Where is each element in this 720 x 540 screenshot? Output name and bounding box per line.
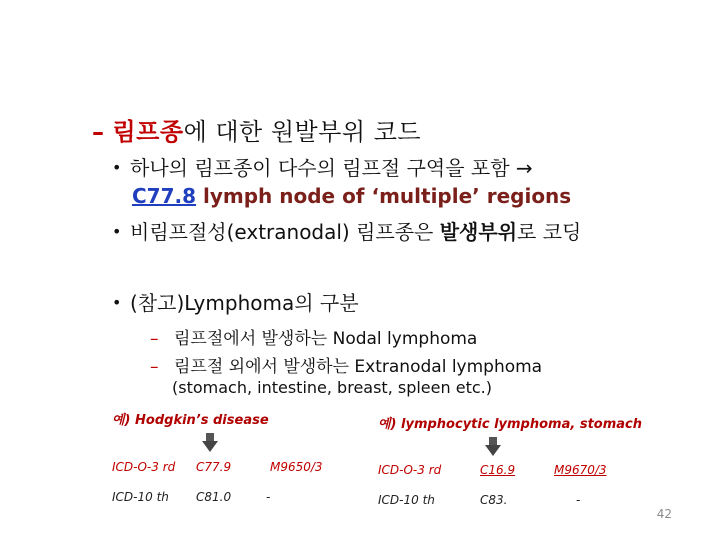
heading-rest: 에 대한 원발부위 코드 xyxy=(183,118,422,146)
bullet-symbol: • xyxy=(112,158,122,177)
sub-bullet-text-1: 림프절에서 발생하는 Nodal lymphoma xyxy=(174,329,478,349)
bullet-symbol: • xyxy=(112,222,122,241)
heading-dash: – xyxy=(92,118,105,146)
sub-bullet-2 xyxy=(150,352,542,377)
bullet-text-2-post: 로 코딩 xyxy=(517,220,582,244)
heading-highlight: 림프종 xyxy=(112,118,184,146)
page-number: 42 xyxy=(656,507,672,521)
example-right-title: 예) lymphocytic lymphoma, stomach xyxy=(378,417,642,432)
sub-bullet-text-2: 림프절 외에서 발생하는 Extranodal lymphoma xyxy=(174,357,543,377)
sub-bullet-1 xyxy=(150,324,477,349)
bullet-item-1 xyxy=(112,152,533,181)
example-right-icd10-dash: - xyxy=(576,493,581,507)
down-arrow-icon xyxy=(201,433,219,453)
example-right-morphology: M9670/3 xyxy=(554,463,607,477)
bullet-item-2 xyxy=(112,216,581,245)
bullet-text-2-pre: 비림프절성(extranodal) 림프종은 xyxy=(130,220,440,244)
sub-bullet-dash: – xyxy=(150,329,159,349)
sub-bullet-dash: – xyxy=(150,357,159,377)
example-left-topography: C77.9 xyxy=(196,460,232,474)
code-c778-description: lymph node of ‘multiple’ regions xyxy=(196,184,572,208)
example-left-morphology: M9650/3 xyxy=(270,460,323,474)
bullet-text-1: 하나의 림프종이 다수의 림프절 구역을 포함 → xyxy=(130,156,533,180)
example-left-icdo-label: ICD-O-3 rd xyxy=(112,460,176,474)
example-left-icd10-dash: - xyxy=(266,490,271,504)
bullet-item-1-continuation xyxy=(132,184,571,208)
example-right-icd10-label: ICD-10 th xyxy=(378,493,435,507)
bullet-text-2-bold: 발생부위 xyxy=(439,220,518,244)
example-left-icd10-code: C81.0 xyxy=(196,490,232,504)
example-right-icd10-code: C83. xyxy=(480,493,508,507)
example-right-icdo-label: ICD-O-3 rd xyxy=(378,463,442,477)
bullet-symbol: • xyxy=(112,293,122,312)
bullet-item-3 xyxy=(112,287,359,316)
down-arrow-icon xyxy=(484,437,502,457)
bullet-text-3: (참고)Lymphoma의 구분 xyxy=(130,291,359,315)
example-left-icd10-label: ICD-10 th xyxy=(112,490,169,504)
sub-bullet-2-continuation: (stomach, intestine, breast, spleen etc.) xyxy=(172,378,492,397)
code-c778: C77.8 xyxy=(132,184,197,208)
example-right-topography: C16.9 xyxy=(480,463,516,477)
example-left-title: 예) Hodgkin’s disease xyxy=(112,413,269,428)
heading xyxy=(92,112,421,147)
